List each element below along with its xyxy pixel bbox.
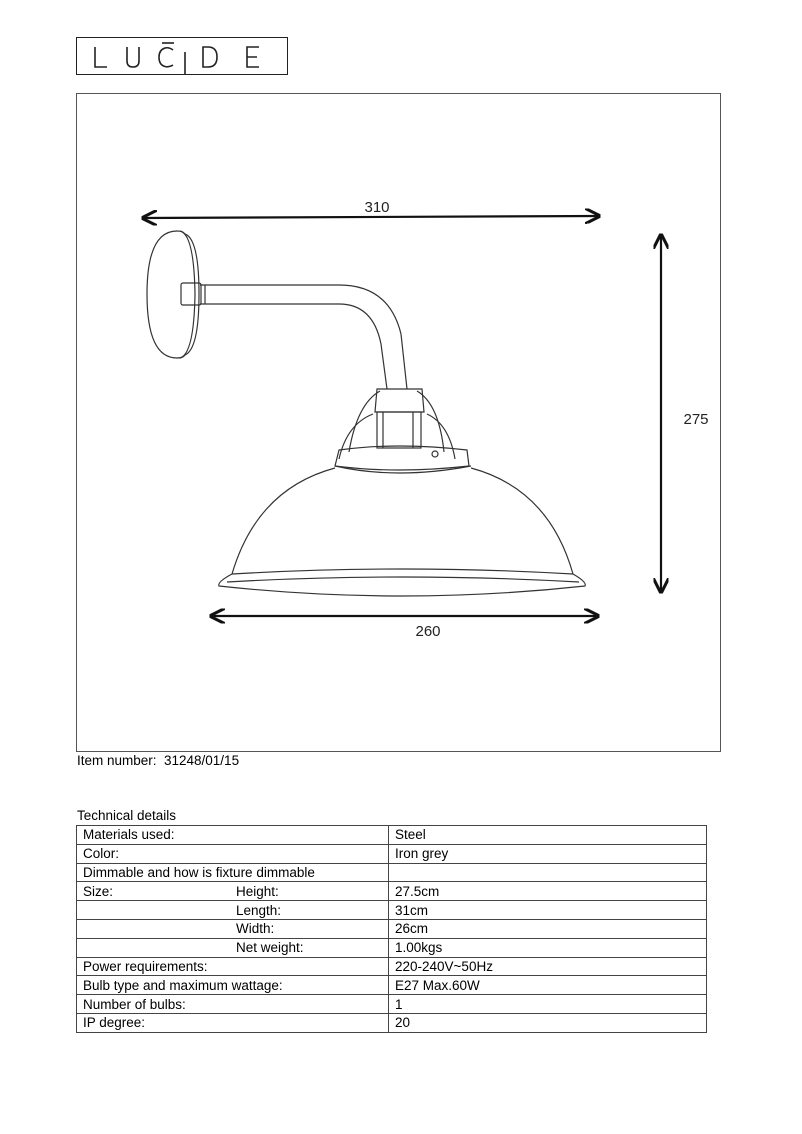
spec-sublabel: Width: (230, 919, 389, 938)
spec-value: 1.00kgs (389, 938, 707, 957)
spec-value: 1 (389, 995, 707, 1014)
spec-label: Number of bulbs: (77, 995, 231, 1014)
lucide-logo (76, 37, 288, 75)
wall-plate (147, 231, 201, 358)
lamp-shade (219, 468, 585, 596)
spec-value: 31cm (389, 901, 707, 920)
table-row (77, 1013, 707, 1032)
spec-sublabel: Net weight: (230, 938, 389, 957)
spec-value: 20 (389, 1013, 707, 1032)
dimension-line-width (143, 216, 599, 218)
technical-details-title: Technical details (77, 808, 177, 823)
spec-label: Dimmable and how is fixture dimmable (77, 863, 389, 882)
spec-sublabel (230, 1013, 389, 1032)
table-row (77, 976, 707, 995)
spec-label: Bulb type and maximum wattage: (77, 976, 389, 995)
table-row (77, 957, 707, 976)
spec-value: 220-240V~50Hz (389, 957, 707, 976)
item-number-value: 31248/01/15 (164, 753, 240, 768)
spec-sublabel (230, 995, 389, 1014)
item-number-label: Item number: (77, 753, 157, 768)
spec-label: IP degree: (77, 1013, 231, 1032)
table-row (77, 863, 707, 882)
table-row (77, 938, 707, 957)
lamp-drawing (77, 94, 722, 753)
spec-label: Power requirements: (77, 957, 231, 976)
spec-value: Iron grey (389, 844, 707, 863)
technical-drawing (76, 93, 721, 752)
spec-value (389, 863, 707, 882)
spec-value: 26cm (389, 919, 707, 938)
spec-label (77, 901, 231, 920)
table-row (77, 919, 707, 938)
item-number (77, 753, 239, 768)
table-row (77, 826, 707, 845)
spec-value: E27 Max.60W (389, 976, 707, 995)
spec-sublabel (230, 826, 389, 845)
table-row (77, 882, 707, 901)
spec-label: Color: (77, 844, 231, 863)
table-row (77, 901, 707, 920)
spec-sublabel (230, 957, 389, 976)
table-row (77, 995, 707, 1014)
lamp-arm (200, 285, 407, 389)
spec-sublabel: Length: (230, 901, 389, 920)
dimension-label-height: 275 (683, 411, 709, 428)
lamp-collar (335, 446, 471, 473)
dimension-label-shade: 260 (415, 623, 441, 640)
spec-label (77, 919, 231, 938)
dimension-label-width: 310 (364, 199, 390, 216)
spec-value: Steel (389, 826, 707, 845)
lucide-logo-mark (77, 38, 289, 76)
spec-sublabel (230, 844, 389, 863)
spec-label (77, 938, 231, 957)
spec-value: 27.5cm (389, 882, 707, 901)
technical-details-table (76, 825, 707, 1033)
spec-label: Size: (77, 882, 231, 901)
table-row (77, 844, 707, 863)
spec-label: Materials used: (77, 826, 231, 845)
spec-sublabel: Height: (230, 882, 389, 901)
